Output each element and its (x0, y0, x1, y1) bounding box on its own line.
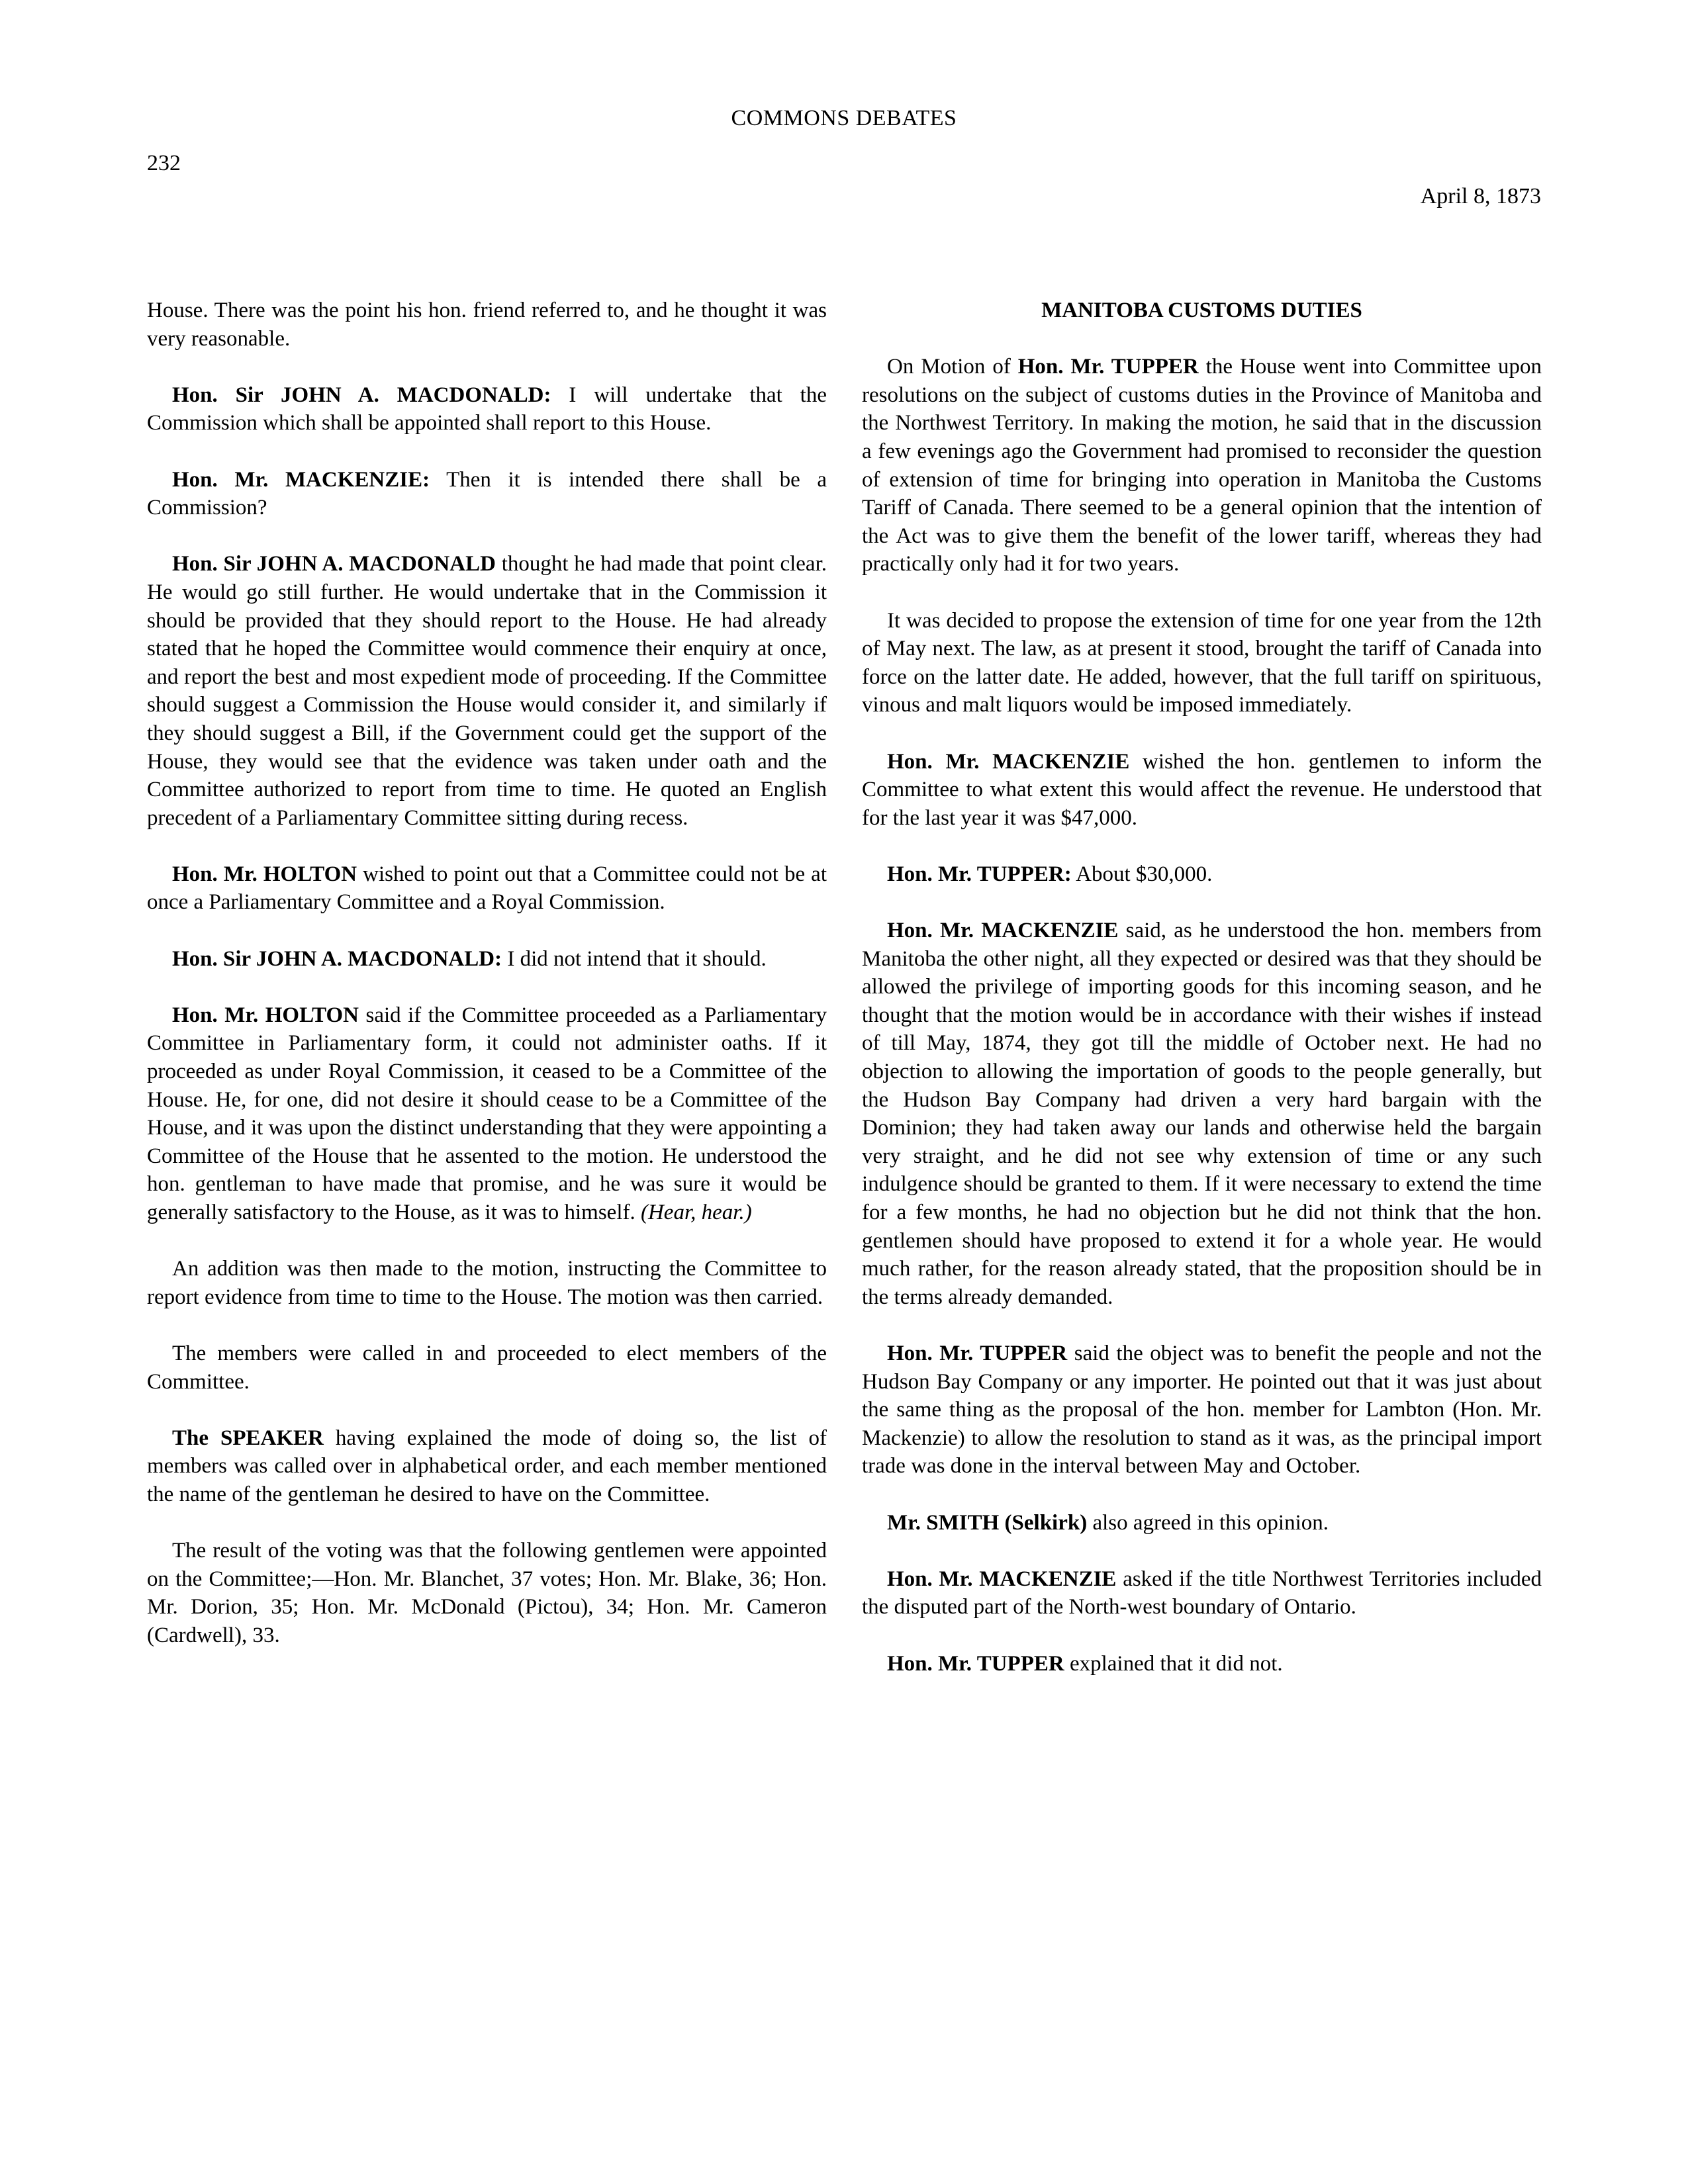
speaker-name: The SPEAKER (172, 1426, 324, 1450)
paragraph (862, 1565, 1542, 1621)
paragraph (147, 1424, 827, 1509)
paragraph-text: thought he had made that point clear. He would go still further. He would undertake that in the Commission it should be provided that they should report to the House. He had already stated that he hoped the Committee would commence their enquiry at once, and report the best and most expedient mode of proceeding. If the Committee should suggest a Commission the House would consider it, and similarly if they should suggest a Bill, if the Government could get the support of the House, they would see that the evidence was taken under oath and the Committee authorized to report from time to time. He quoted an English precedent of a Parliamentary Committee sitting during recess. (147, 552, 827, 830)
paragraph-text: About $30,000. (1071, 862, 1213, 886)
paragraph-text: On Motion of (887, 355, 1018, 379)
paragraph-text: I will undertake that the Commission which shall be appointed shall report to this House. (147, 383, 827, 435)
left-column (147, 296, 827, 1678)
paragraph-text: I did not intend that it should. (502, 946, 767, 971)
speaker-name: Hon. Mr. MACKENZIE (887, 1567, 1117, 1591)
speaker-name: Hon. Mr. TUPPER: (887, 862, 1072, 886)
interjection: (Hear, hear.) (640, 1201, 752, 1224)
section-heading: MANITOBA CUSTOMS DUTIES (1041, 298, 1362, 322)
paragraph (147, 1340, 827, 1396)
paragraph (862, 1650, 1542, 1678)
paragraph (862, 917, 1542, 1311)
page-header-title: COMMONS DEBATES (731, 106, 957, 130)
speaker-name: Hon. Sir JOHN A. MACDONALD (172, 552, 496, 576)
right-column (862, 296, 1542, 1706)
paragraph (147, 381, 827, 437)
paragraph (147, 945, 827, 974)
paragraph (862, 1340, 1542, 1480)
paragraph-text: Then it is intended there shall be a Commission? (147, 467, 827, 520)
paragraph (147, 1255, 827, 1311)
paragraph-text: An addition was then made to the motion, instructing the Committee to report evidence from time to time to the House. The motion was then carried. (147, 1257, 827, 1309)
speaker-name: Hon. Mr. TUPPER (887, 1651, 1064, 1676)
paragraph-text: The members were called in and proceeded to elect members of the Committee. (147, 1341, 827, 1394)
paragraph-text: said, as he understood the hon. members from Manitoba the other night, all they expected or desired was that they should be allowed the privilege of importing goods for this incoming season, and he thought that the motion would be in accordance with their wishes if instead of till May, 1874, they got till the middle of October next. He had no objection to allowing the importation of goods to the people generally, but the Hudson Bay Company had driven a very hard bargain with the Dominion; they had taken away our lands and otherwise held the bargain very straight, and he did not see why extension of time or any such indulgence should be granted to them. If it were necessary to extend the time for a few months, he had no objection but he did not think that the hon. gentlemen should have proposed to extend it for a whole year. He would much rather, for the reason already stated, that the proposition should be in the terms already demanded. (862, 919, 1542, 1309)
page-number: 232 (147, 151, 181, 175)
paragraph-text: said if the Committee proceeded as a Parliamentary Committee in Parliamentary form, it could not administer oaths. If it proceeded as under Royal Commission, it ceased to be a Committee of the House. He, for one, did not desire it should cease to be a Committee of the House, and it was upon the distinct understanding that they were appointing a Committee of the House that he assented to the motion. He understood the hon. gentleman to have made that promise, and he was sure it would be generally satisfactory to the House, as it was to himself. (147, 1003, 827, 1224)
paragraph-text: asked if the title Northwest Territories included the disputed part of the North-west boundary of Ontario. (862, 1567, 1542, 1619)
paragraph-text: also agreed in this opinion. (1087, 1510, 1329, 1535)
speaker-name: Hon. Mr. MACKENZIE (887, 919, 1119, 943)
paragraph (147, 466, 827, 522)
paragraph-text: wished to point out that a Committee could not be at once a Parliamentary Committee and a Royal Commission. (147, 862, 827, 915)
speaker-name: Hon. Mr. MACKENZIE (887, 749, 1130, 774)
paragraph (862, 860, 1542, 889)
speaker-name: Mr. SMITH (Selkirk) (887, 1510, 1088, 1535)
paragraph-text: explained that it did not. (1064, 1651, 1283, 1676)
paragraph-text: wished the hon. gentlemen to inform the Committee to what extent this would affect the revenue. He understood that for the last year it was $47,000. (862, 749, 1542, 830)
paragraph-text: having explained the mode of doing so, the list of members was called over in alphabetical order, and each member mentioned the name of the gentleman he desired to have on the Committee. (147, 1426, 827, 1506)
paragraph (147, 296, 827, 353)
paragraph-text: said the object was to benefit the people and not the Hudson Bay Company or any importer. He pointed out that it was just about the same thing as the proposal of the hon. member for Lambton (Hon. Mr. Mackenzie) to allow the resolution to stand as it was, as the principal import trade was done in the interval between May and October. (862, 1341, 1542, 1479)
speaker-name: Hon. Mr. HOLTON (172, 862, 357, 886)
speaker-name: Hon. Mr. TUPPER (1017, 355, 1199, 379)
speaker-name: Hon. Mr. MACKENZIE: (172, 467, 430, 492)
paragraph (147, 1537, 827, 1649)
speaker-name: Hon. Sir JOHN A. MACDONALD: (172, 383, 551, 407)
paragraph (147, 1001, 827, 1227)
paragraph-text: the House went into Committee upon resolutions on the subject of customs duties in the Province of Manitoba and the Northwest Territory. In making the motion, he said that in the discussion a few evenings ago the Government had promised to reconsider the question of extension of time for bringing into operation in Manitoba the Customs Tariff of Canada. There seemed to be a general opinion that the intention of the Act was to give them the benefit of the lower tariff, whereas they had practically only had it for two years. (862, 355, 1542, 576)
paragraph (862, 1509, 1542, 1537)
speaker-name: Hon. Mr. TUPPER (887, 1341, 1068, 1365)
speaker-name: Hon. Mr. HOLTON (172, 1003, 359, 1027)
paragraph (862, 607, 1542, 719)
paragraph (147, 550, 827, 832)
paragraph-text: It was decided to propose the extension of time for one year from the 12th of May next. The law, as at present it stood, brought the tariff of Canada into force on the latter date. He added, however, that the full tariff on spirituous, vinous and malt liquors would be imposed immediately. (862, 608, 1542, 717)
paragraph (862, 748, 1542, 833)
paragraph (147, 860, 827, 917)
page-date: April 8, 1873 (1420, 184, 1541, 208)
paragraph (862, 353, 1542, 578)
paragraph-text: The result of the voting was that the following gentlemen were appointed on the Committee;—Hon. Mr. Blanchet, 37 votes; Hon. Mr. Blake, 36; Hon. Mr. Dorion, 35; Hon. Mr. McDonald (Pictou), 34; Hon. Mr. Cameron (Cardwell), 33. (147, 1539, 827, 1647)
speaker-name: Hon. Sir JOHN A. MACDONALD: (172, 946, 502, 971)
paragraph-text: House. There was the point his hon. friend referred to, and he thought it was very reasonable. (147, 298, 827, 351)
